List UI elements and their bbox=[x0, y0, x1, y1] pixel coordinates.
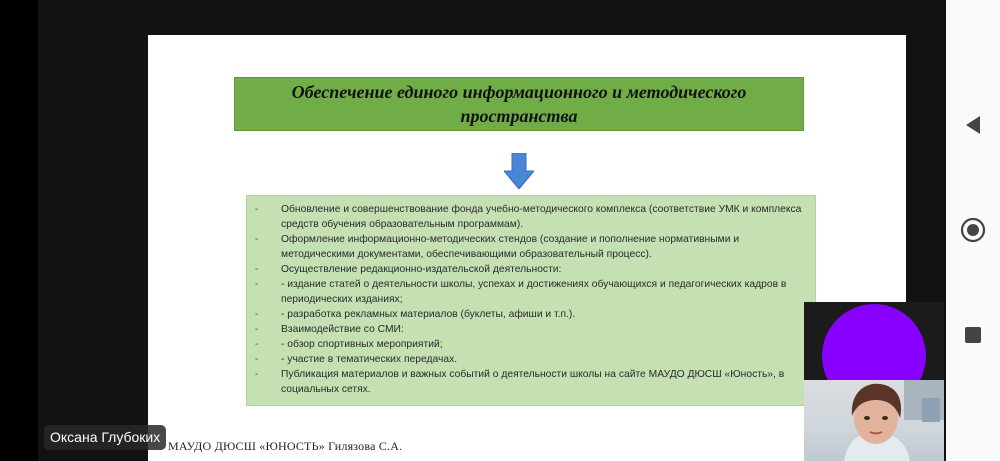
slide-footer: МАУДО ДЮСШ «ЮНОСТЬ» Гилязова С.А. bbox=[168, 439, 403, 453]
android-nav-bar bbox=[946, 0, 1000, 461]
list-item-text: - разработка рекламных материалов (буклеты, афиши и т.п.). bbox=[281, 309, 576, 320]
slide-list-item bbox=[255, 307, 807, 322]
slide-list-item bbox=[255, 202, 807, 232]
left-black-strip bbox=[0, 0, 38, 461]
slide-list-item bbox=[255, 352, 807, 367]
slide-list-item bbox=[255, 232, 807, 262]
presentation-slide bbox=[148, 35, 906, 461]
list-marker: - bbox=[255, 354, 259, 365]
list-item-text: Обновление и совершенствование фонда учебно-методического комплекса (соответствие УМК и комплекса средств обучения образовательным программам). bbox=[281, 204, 802, 230]
avatar-video-tile[interactable] bbox=[804, 302, 944, 380]
list-marker: - bbox=[255, 264, 259, 275]
person-video-icon bbox=[804, 380, 944, 461]
list-item-text: - обзор спортивных мероприятий; bbox=[281, 339, 443, 350]
list-marker: - bbox=[255, 234, 259, 245]
list-marker: - bbox=[255, 279, 259, 290]
content-box bbox=[246, 195, 816, 406]
recents-square-icon[interactable] bbox=[960, 322, 986, 348]
home-circle-icon[interactable] bbox=[960, 217, 986, 243]
list-item-text: - издание статей о деятельности школы, успехах и достижениях обучающихся и педагогических кадров в периодических изданиях; bbox=[281, 279, 787, 305]
slide-title: Обеспечение единого информационного и методического пространства bbox=[234, 77, 804, 131]
slide-list-item bbox=[255, 367, 807, 397]
slide-list-item bbox=[255, 262, 807, 277]
list-marker: - bbox=[255, 309, 259, 320]
list-marker: - bbox=[255, 369, 259, 380]
down-arrow-icon bbox=[504, 153, 534, 189]
list-marker: - bbox=[255, 339, 259, 350]
list-item-text: Оформление информационно-методических стендов (создание и пополнение нормативными и методическими документами, обеспечивающими образовательный процесс). bbox=[281, 234, 740, 260]
participant-name-tag: Оксана Глубоких bbox=[44, 425, 166, 450]
slide-list-item bbox=[255, 322, 807, 337]
list-item-text: Публикация материалов и важных событий о деятельности школы на сайте МАУДО ДЮСШ «Юность», в социальных сетях. bbox=[281, 369, 785, 395]
camera-video-tile[interactable] bbox=[804, 380, 944, 461]
list-item-text: - участие в тематических передачах. bbox=[281, 354, 458, 365]
list-marker: - bbox=[255, 204, 259, 215]
slide-list-item bbox=[255, 337, 807, 352]
back-triangle-icon[interactable] bbox=[960, 112, 986, 138]
list-item-text: Взаимодействие со СМИ: bbox=[281, 324, 404, 335]
slide-list-item bbox=[255, 277, 807, 307]
list-marker: - bbox=[255, 324, 259, 335]
list-item-text: Осуществление редакционно-издательской деятельности: bbox=[281, 264, 562, 275]
